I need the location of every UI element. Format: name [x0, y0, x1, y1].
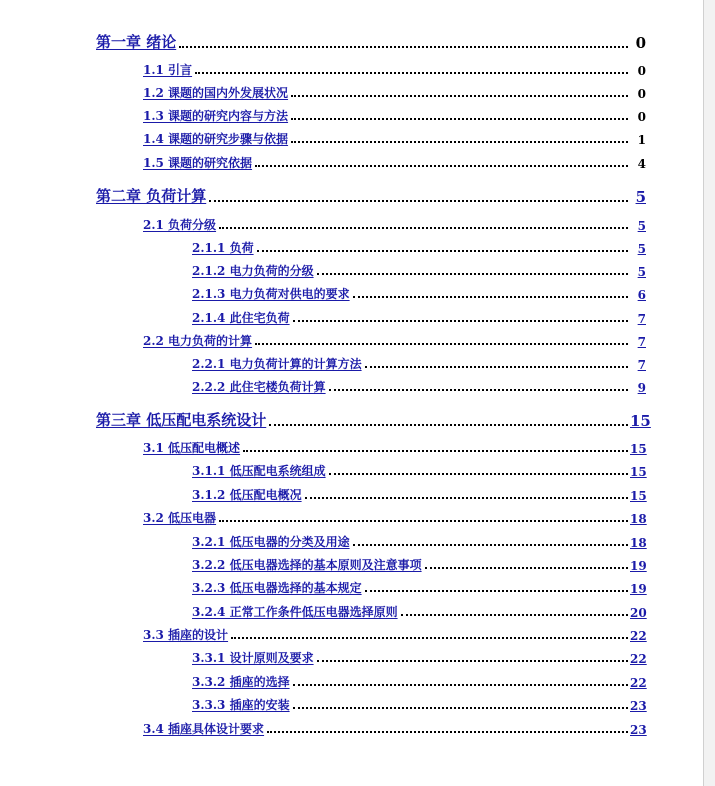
- dot-leader: [179, 45, 628, 48]
- toc-page-number[interactable]: 18: [630, 512, 647, 526]
- toc-page-number[interactable]: 5: [637, 265, 646, 279]
- toc-entry[interactable]: [192, 309, 646, 326]
- toc-page-number[interactable]: 7: [637, 335, 646, 349]
- toc-entry[interactable]: [192, 285, 646, 302]
- dot-leader: [257, 249, 628, 252]
- toc-entry[interactable]: [143, 720, 646, 737]
- toc-page-number[interactable]: 1: [637, 133, 646, 147]
- toc-entry-label[interactable]: 3.2.3 低压电器选择的基本规定: [192, 581, 362, 595]
- toc-entry-label[interactable]: 2.1 负荷分级: [143, 218, 217, 232]
- toc-page-number[interactable]: 0: [635, 34, 646, 52]
- toc-entry[interactable]: [192, 355, 646, 372]
- dot-leader: [353, 295, 628, 298]
- toc-page-number[interactable]: 0: [637, 110, 646, 124]
- toc-page-number[interactable]: 0: [637, 87, 646, 101]
- toc-page-number[interactable]: 23: [630, 723, 647, 737]
- dot-leader: [293, 319, 628, 322]
- toc-entry-label[interactable]: 1.2 课题的国内外发展状况: [143, 86, 289, 100]
- toc-entry-label[interactable]: 1.5 课题的研究依据: [143, 156, 253, 170]
- toc-page-number[interactable]: 9: [637, 381, 646, 395]
- dot-leader: [269, 423, 628, 426]
- toc-page-number[interactable]: 15: [630, 442, 647, 456]
- toc-entry-label[interactable]: 3.2.4 正常工作条件低压电器选择原则: [192, 605, 398, 619]
- dot-leader: [231, 636, 628, 639]
- toc-entry-label[interactable]: 3.1 低压配电概述: [143, 441, 241, 455]
- toc-page-number[interactable]: 5: [637, 242, 646, 256]
- dot-leader: [291, 117, 628, 120]
- dot-leader: [293, 706, 628, 709]
- toc-entry[interactable]: [192, 696, 646, 713]
- toc-entry-label[interactable]: 2.1.2 电力负荷的分级: [192, 264, 314, 278]
- toc-entry[interactable]: [143, 130, 646, 147]
- dot-leader: [353, 543, 628, 546]
- toc-entry[interactable]: [143, 84, 646, 101]
- toc-entry[interactable]: [192, 533, 646, 550]
- toc-entry[interactable]: [143, 626, 646, 643]
- toc-entry[interactable]: [192, 603, 646, 620]
- toc-page-number[interactable]: 15: [630, 412, 651, 430]
- dot-leader: [401, 613, 628, 616]
- dot-leader: [219, 226, 628, 229]
- toc-entry-label[interactable]: 第三章 低压配电系统设计: [96, 411, 267, 429]
- toc-page-number[interactable]: 0: [637, 64, 646, 78]
- toc-entry[interactable]: [143, 216, 646, 233]
- toc-page-number[interactable]: 7: [637, 358, 646, 372]
- toc-entry-label[interactable]: 2.1.3 电力负荷对供电的要求: [192, 287, 350, 301]
- toc-entry-label[interactable]: 1.3 课题的研究内容与方法: [143, 109, 289, 123]
- dot-leader: [365, 589, 628, 592]
- toc-entry-label[interactable]: 3.4 插座具体设计要求: [143, 722, 265, 736]
- toc-page-number[interactable]: 18: [630, 536, 647, 550]
- toc-page-number[interactable]: 6: [637, 288, 646, 302]
- toc-entry-label[interactable]: 3.1.2 低压配电概况: [192, 488, 302, 502]
- toc-entry[interactable]: [192, 579, 646, 596]
- dot-leader: [329, 472, 628, 475]
- dot-leader: [291, 94, 628, 97]
- dot-leader: [317, 272, 628, 275]
- toc-entry-label[interactable]: 2.2.2 此住宅楼负荷计算: [192, 380, 326, 394]
- toc-entry-label[interactable]: 第一章 绪论: [96, 33, 177, 51]
- toc-entry-label[interactable]: 3.2.2 低压电器选择的基本原则及注意事项: [192, 558, 422, 572]
- toc-entry[interactable]: [143, 439, 646, 456]
- toc-page-number[interactable]: 5: [637, 219, 646, 233]
- toc-entry-label[interactable]: 1.1 引言: [143, 63, 193, 77]
- dot-leader: [243, 449, 628, 452]
- toc-page-number[interactable]: 19: [630, 559, 647, 573]
- toc-entry-label[interactable]: 2.2.1 电力负荷计算的计算方法: [192, 357, 362, 371]
- toc-entry[interactable]: [96, 185, 646, 206]
- dot-leader: [305, 496, 628, 499]
- toc-entry[interactable]: [192, 462, 646, 479]
- toc-entry[interactable]: [192, 262, 646, 279]
- dot-leader: [293, 683, 628, 686]
- dot-leader: [219, 519, 628, 522]
- toc-entry[interactable]: [143, 154, 646, 171]
- toc-entry[interactable]: [192, 486, 646, 503]
- toc-entry[interactable]: [143, 332, 646, 349]
- dot-leader: [425, 566, 628, 569]
- dot-leader: [267, 730, 628, 733]
- toc-page-number[interactable]: 23: [630, 699, 647, 713]
- dot-leader: [195, 71, 628, 74]
- dot-leader: [255, 342, 628, 345]
- toc-entry-label[interactable]: 2.1.1 负荷: [192, 241, 254, 255]
- toc-entry-label[interactable]: 3.3.3 插座的安装: [192, 698, 290, 712]
- dot-leader: [209, 199, 628, 202]
- toc-entry-label[interactable]: 3.2 低压电器: [143, 511, 217, 525]
- toc-entry[interactable]: [192, 556, 646, 573]
- toc-entry[interactable]: [143, 61, 646, 78]
- toc-page-number[interactable]: 22: [630, 629, 647, 643]
- toc-page-number[interactable]: 4: [637, 157, 646, 171]
- toc-entry-label[interactable]: 3.2.1 低压电器的分类及用途: [192, 535, 350, 549]
- toc-page-number[interactable]: 19: [630, 582, 647, 596]
- toc-entry-label[interactable]: 第二章 负荷计算: [96, 187, 207, 205]
- toc-entry[interactable]: [143, 509, 646, 526]
- toc-page-number[interactable]: 15: [630, 489, 647, 503]
- toc-page-number[interactable]: 22: [630, 676, 647, 690]
- toc-entry[interactable]: [192, 649, 646, 666]
- toc-entry[interactable]: [143, 107, 646, 124]
- dot-leader: [317, 659, 628, 662]
- toc-page-number[interactable]: 20: [630, 606, 647, 620]
- toc-page-number[interactable]: 15: [630, 465, 647, 479]
- toc-entry[interactable]: [192, 673, 646, 690]
- toc-entry[interactable]: [96, 409, 651, 430]
- toc-entry-label[interactable]: 2.2 电力负荷的计算: [143, 334, 253, 348]
- toc-entry-label[interactable]: 3.1.1 低压配电系统组成: [192, 464, 326, 478]
- toc-entry[interactable]: [96, 31, 646, 52]
- dot-leader: [329, 388, 628, 391]
- toc-page-number[interactable]: 7: [637, 312, 646, 326]
- toc-entry-label[interactable]: 3.3 插座的设计: [143, 628, 229, 642]
- dot-leader: [255, 164, 628, 167]
- toc-entry[interactable]: [192, 378, 646, 395]
- toc-entry-label[interactable]: 3.3.2 插座的选择: [192, 675, 290, 689]
- toc-page-number[interactable]: 5: [635, 188, 646, 206]
- toc-entry-label[interactable]: 1.4 课题的研究步骤与依据: [143, 132, 289, 146]
- toc-entry-label[interactable]: 2.1.4 此住宅负荷: [192, 311, 290, 325]
- toc-page-number[interactable]: 22: [630, 652, 647, 666]
- toc-entry[interactable]: [192, 239, 646, 256]
- dot-leader: [291, 140, 628, 143]
- dot-leader: [365, 365, 628, 368]
- toc-entry-label[interactable]: 3.3.1 设计原则及要求: [192, 651, 314, 665]
